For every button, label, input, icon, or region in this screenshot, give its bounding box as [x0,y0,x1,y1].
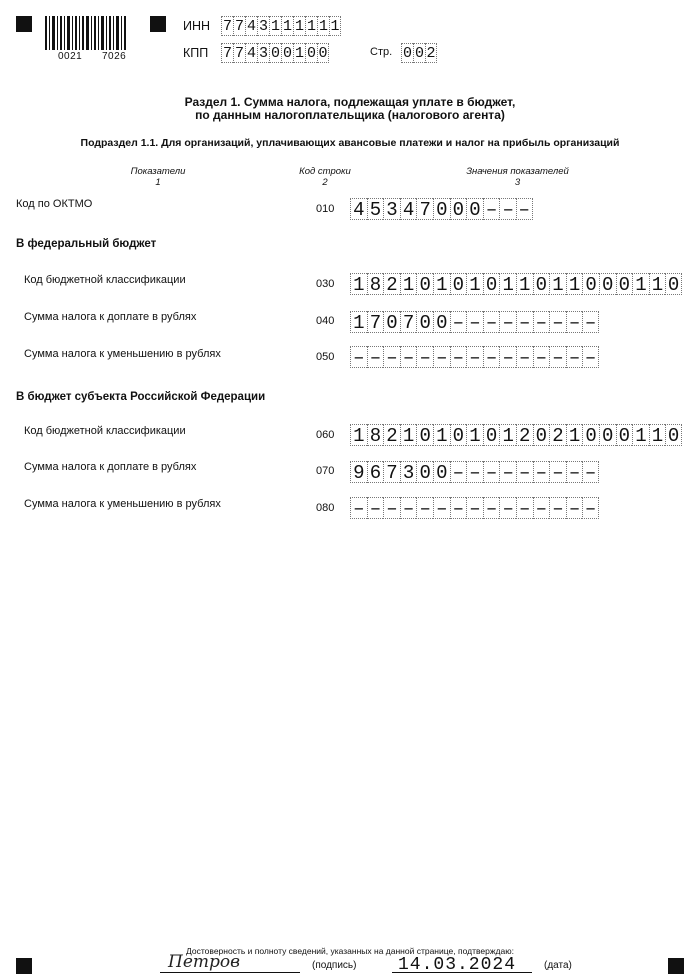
form-cell: – [367,346,384,368]
form-cell: – [549,346,566,368]
form-cell: – [400,497,417,519]
form-cell: 0 [599,424,616,446]
form-cell: – [466,346,483,368]
signature-caption: (подпись) [312,960,357,971]
date-value: 14.03.2024 [398,955,517,975]
federal-decrease-cells [350,346,599,368]
form-cell: 1 [433,424,450,446]
regional-budget-heading: В бюджет субъекта Российской Федерации [16,391,266,403]
form-cell: 1 [499,273,516,295]
section-title-line1: Раздел 1. Сумма налога, подлежащая уплате в бюджет, [184,95,516,109]
form-cell: 1 [400,424,417,446]
form-cell: – [367,497,384,519]
federal-surcharge-cells [350,311,599,333]
federal-budget-heading: В федеральный бюджет [16,238,157,250]
form-cell: 1 [433,273,450,295]
form-cell: 0 [416,424,433,446]
subsection-title: Подраздел 1.1. Для организаций, уплачивающих авансовые платежи и налог на прибыль организаций [80,137,620,149]
oktmo-cells [350,198,533,220]
form-cell: – [350,346,367,368]
form-cell: 3 [258,18,268,35]
form-cell: 3 [400,461,417,483]
form-cell: 1 [649,424,666,446]
regional-decrease-label: Сумма налога к уменьшению в рублях [24,498,221,510]
form-cell: – [533,461,550,483]
form-cell: – [483,346,500,368]
oktmo-code: 010 [316,203,335,215]
form-cell: – [549,311,566,333]
form-cell: 8 [367,273,384,295]
form-cell: – [466,461,483,483]
column-header-indicators-num: 1 [155,177,161,188]
barcode [45,16,127,50]
form-cell: 6 [367,461,384,483]
form-cell: – [516,497,533,519]
form-cell: 1 [294,18,304,35]
form-cell: 0 [582,424,599,446]
form-cell: – [499,461,516,483]
form-cell: – [450,346,467,368]
form-cell: 2 [383,424,400,446]
form-cell: 0 [433,311,450,333]
column-header-line-code-text: Код строки [299,166,351,177]
regional-surcharge-label: Сумма налога к доплате в рублях [24,461,197,473]
form-cell: – [582,311,599,333]
form-cell: 9 [350,461,367,483]
form-cell: 1 [350,311,367,333]
form-cell: – [483,198,500,220]
form-cell: 0 [450,424,467,446]
form-cell: 0 [533,273,550,295]
date-line [392,972,532,973]
form-cell: 1 [318,18,328,35]
form-cell: – [400,346,417,368]
regional-decrease-cells [350,497,599,519]
barcode-number-left: 0021 [58,51,83,62]
form-cell: 0 [450,273,467,295]
form-cell: 1 [566,273,583,295]
inn-label: ИНН [183,19,211,33]
form-cell: 1 [632,424,649,446]
form-cell: – [450,311,467,333]
form-cell: 0 [665,273,682,295]
form-cell: – [383,346,400,368]
confirmation-text: Достоверность и полноту сведений, указанных на данной странице, подтверждаю: [186,946,514,956]
regional-surcharge-code: 070 [316,465,335,477]
federal-kbk-label: Код бюджетной классификации [24,274,186,286]
form-cell: 1 [466,273,483,295]
form-cell: – [416,497,433,519]
form-cell: – [499,497,516,519]
form-cell: 1 [350,424,367,446]
form-cell: – [582,497,599,519]
form-cell: 5 [367,198,384,220]
form-cell: 0 [483,424,500,446]
corner-marker-bottom-left [16,958,32,974]
form-cell: – [566,461,583,483]
oktmo-label: Код по ОКТМО [16,198,93,210]
column-header-values [455,166,580,188]
form-cell: 4 [246,45,256,62]
form-cell: 4 [400,198,417,220]
form-cell: 1 [632,273,649,295]
form-cell: 7 [383,461,400,483]
form-cell: 0 [383,311,400,333]
form-cell: – [499,311,516,333]
form-cell: 1 [294,45,304,62]
form-cell: 0 [282,45,292,62]
regional-surcharge-cells [350,461,599,483]
regional-kbk-label: Код бюджетной классификации [24,425,186,437]
federal-kbk-code: 030 [316,278,335,290]
form-cell: 1 [282,18,292,35]
regional-kbk-cells [350,424,682,446]
form-cell: 2 [516,424,533,446]
form-cell: – [483,311,500,333]
date-caption: (дата) [544,960,572,971]
form-cell: – [483,497,500,519]
form-cell: – [499,198,516,220]
form-cell: 7 [367,311,384,333]
column-header-indicators [108,166,208,188]
corner-marker-top-left [16,16,32,32]
regional-kbk-code: 060 [316,429,335,441]
form-cell: 0 [318,45,328,62]
federal-surcharge-code: 040 [316,315,335,327]
form-cell: 1 [566,424,583,446]
form-cell: – [533,311,550,333]
form-cell: – [450,461,467,483]
signature: Петров [168,952,241,972]
form-cell: – [566,311,583,333]
federal-decrease-code: 050 [316,351,335,363]
form-cell: 7 [416,198,433,220]
form-cell: 0 [402,45,412,62]
form-cell: 0 [450,198,467,220]
form-cell: 0 [414,45,424,62]
form-cell: – [483,461,500,483]
page-cells [401,43,437,63]
form-cell: – [549,497,566,519]
form-cell: 1 [649,273,666,295]
form-cell: – [566,346,583,368]
federal-surcharge-label: Сумма налога к доплате в рублях [24,311,197,323]
form-cell: 1 [270,18,280,35]
form-cell: 0 [483,273,500,295]
form-cell: 7 [234,45,244,62]
form-cell: – [582,346,599,368]
form-cell: – [433,346,450,368]
form-cell: 0 [416,273,433,295]
form-cell: 0 [616,273,633,295]
form-cell: 1 [499,424,516,446]
form-cell: 0 [616,424,633,446]
form-cell: 2 [383,273,400,295]
form-cell: – [516,461,533,483]
form-cell: 8 [367,424,384,446]
form-cell: 4 [350,198,367,220]
form-cell: – [516,311,533,333]
inn-cells [221,16,341,36]
form-cell: 0 [533,424,550,446]
form-cell: 0 [665,424,682,446]
kpp-cells [221,43,329,63]
form-cell: – [533,346,550,368]
form-cell: 1 [466,424,483,446]
form-cell: 7 [234,18,244,35]
form-cell: – [549,461,566,483]
form-cell: 2 [426,45,436,62]
column-header-indicators-text: Показатели [130,166,186,177]
form-cell: 0 [582,273,599,295]
form-cell: 7 [400,311,417,333]
form-cell: 3 [258,45,268,62]
form-cell: 7 [222,45,232,62]
form-cell: 7 [222,18,232,35]
kpp-label: КПП [183,46,209,60]
signature-line [160,972,300,973]
form-cell: – [383,497,400,519]
form-cell: 1 [330,18,340,35]
federal-kbk-cells [350,273,682,295]
form-cell: – [516,198,533,220]
form-cell: 0 [466,198,483,220]
form-cell: – [416,346,433,368]
form-cell: 0 [416,461,433,483]
form-cell: 0 [306,45,316,62]
form-cell: – [466,497,483,519]
form-cell: 0 [270,45,280,62]
form-cell: – [516,346,533,368]
form-cell: 0 [433,198,450,220]
form-cell: 1 [350,273,367,295]
form-cell: 1 [549,273,566,295]
column-header-line-code [290,166,360,188]
form-cell: – [350,497,367,519]
regional-decrease-code: 080 [316,502,335,514]
form-cell: – [533,497,550,519]
form-cell: – [566,497,583,519]
federal-decrease-label: Сумма налога к уменьшению в рублях [24,348,221,360]
corner-marker-top-right [150,16,166,32]
form-cell: 1 [400,273,417,295]
section-title-line2: по данным налогоплательщика (налогового агента) [195,108,505,122]
page-label: Стр. [370,46,393,58]
form-cell: 2 [549,424,566,446]
barcode-number-right: 7026 [102,51,127,62]
form-cell: 1 [516,273,533,295]
form-cell: – [582,461,599,483]
form-cell: – [433,497,450,519]
form-cell: 0 [433,461,450,483]
form-cell: – [450,497,467,519]
form-cell: 1 [306,18,316,35]
form-cell: 0 [599,273,616,295]
form-cell: 4 [246,18,256,35]
column-header-values-text: Значения показателей [466,166,569,177]
form-cell: – [466,311,483,333]
form-cell: 0 [416,311,433,333]
column-header-values-num: 3 [514,177,521,188]
form-cell: 3 [383,198,400,220]
column-header-line-code-num: 2 [322,177,328,188]
form-cell: – [499,346,516,368]
corner-marker-bottom-right [668,958,684,974]
